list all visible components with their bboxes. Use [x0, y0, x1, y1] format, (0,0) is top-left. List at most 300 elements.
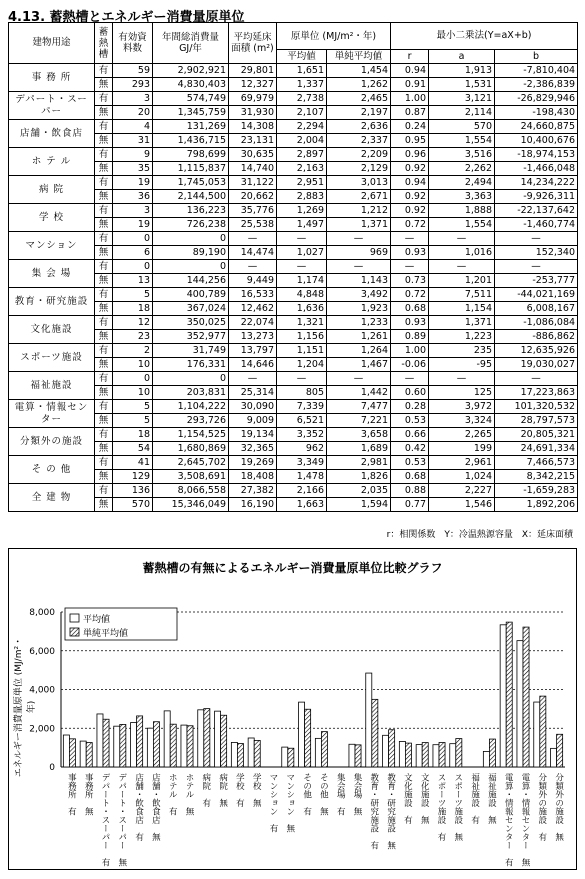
- cell-avg: 3,352: [277, 428, 327, 442]
- cell-r: 0.66: [391, 428, 429, 442]
- table-row: [9, 428, 578, 442]
- x-tick-label: 学校 有: [234, 773, 245, 807]
- bar-simple-avg: [405, 743, 411, 767]
- table-row: [9, 414, 578, 428]
- chart-title: 蓄熱槽の有無によるエネルギー消費量原単位比較グラフ: [142, 561, 443, 575]
- header-b: b: [495, 50, 578, 64]
- bar-avg: [349, 744, 355, 767]
- cell-area: 14,474: [229, 246, 277, 260]
- x-tick-label: 病院 無: [217, 773, 228, 807]
- cell-total: 2,144,500: [153, 190, 229, 204]
- cell-total: 350,025: [153, 316, 229, 330]
- cell-b: 24,660,875: [495, 120, 578, 134]
- cell-r: —: [391, 372, 429, 386]
- cell-a: 3,363: [429, 190, 495, 204]
- cell-avg: 1,663: [277, 498, 327, 512]
- building-use: 福祉施設: [9, 372, 95, 400]
- cell-total: 144,256: [153, 274, 229, 288]
- cell-total: 293,726: [153, 414, 229, 428]
- table-row: [9, 218, 578, 232]
- cell-avg: 2,294: [277, 120, 327, 134]
- cell-avg: 1,478: [277, 470, 327, 484]
- cell-b: 1,892,206: [495, 498, 578, 512]
- cell-count: 18: [113, 302, 153, 316]
- storage-flag: 有: [95, 428, 113, 442]
- cell-area: 12,462: [229, 302, 277, 316]
- cell-count: 129: [113, 470, 153, 484]
- cell-a: 3,121: [429, 92, 495, 106]
- cell-r: 0.68: [391, 470, 429, 484]
- bar-simple-avg: [221, 715, 227, 767]
- cell-total: 31,749: [153, 344, 229, 358]
- header-r: r: [391, 50, 429, 64]
- bar-avg: [399, 741, 405, 767]
- building-use: 分類外の施設: [9, 428, 95, 456]
- cell-total: 203,831: [153, 386, 229, 400]
- cell-area: 13,273: [229, 330, 277, 344]
- bar-avg: [231, 742, 237, 767]
- cell-simple: 7,477: [327, 400, 391, 414]
- y-tick-label: 4,000: [29, 685, 55, 696]
- cell-a: 570: [429, 120, 495, 134]
- cell-a: 1,888: [429, 204, 495, 218]
- cell-simple: 1,371: [327, 218, 391, 232]
- x-tick-label: 病院 有: [200, 773, 211, 807]
- cell-simple: —: [327, 372, 391, 386]
- cell-b: -1,659,283: [495, 484, 578, 498]
- cell-r: 0.68: [391, 302, 429, 316]
- table-row: [9, 330, 578, 344]
- cell-avg: 2,738: [277, 92, 327, 106]
- cell-total: 176,331: [153, 358, 229, 372]
- cell-avg: 2,004: [277, 134, 327, 148]
- x-tick-label: スポーツ施設 有: [436, 773, 446, 841]
- cell-a: 2,114: [429, 106, 495, 120]
- cell-simple: —: [327, 232, 391, 246]
- cell-count: 570: [113, 498, 153, 512]
- cell-a: 1,016: [429, 246, 495, 260]
- cell-r: 0.89: [391, 330, 429, 344]
- cell-a: 235: [429, 344, 495, 358]
- x-tick-label: 文化施設 無: [419, 773, 430, 824]
- cell-total: 1,345,759: [153, 106, 229, 120]
- cell-a: 3,516: [429, 148, 495, 162]
- cell-a: 2,227: [429, 484, 495, 498]
- cell-area: 20,662: [229, 190, 277, 204]
- cell-b: 7,466,573: [495, 456, 578, 470]
- x-tick-label: その他 有: [301, 773, 312, 816]
- cell-simple: —: [327, 260, 391, 274]
- x-tick-label: 学校 無: [251, 773, 262, 807]
- bar-simple-avg: [355, 745, 361, 767]
- cell-total: 89,190: [153, 246, 229, 260]
- bar-simple-avg: [439, 743, 445, 767]
- bar-simple-avg: [422, 743, 428, 767]
- cell-a: 3,972: [429, 400, 495, 414]
- storage-flag: 有: [95, 64, 113, 78]
- storage-flag: 無: [95, 470, 113, 484]
- cell-b: -7,810,404: [495, 64, 578, 78]
- cell-b: -22,137,642: [495, 204, 578, 218]
- cell-area: 9,009: [229, 414, 277, 428]
- cell-a: 1,154: [429, 302, 495, 316]
- storage-flag: 無: [95, 442, 113, 456]
- bar-avg: [299, 702, 305, 767]
- cell-area: 16,533: [229, 288, 277, 302]
- cell-r: 1.00: [391, 344, 429, 358]
- header-avg: 平均値: [277, 50, 327, 64]
- x-tick-label: その他 無: [318, 773, 329, 816]
- table-row: [9, 134, 578, 148]
- building-use: マンション: [9, 232, 95, 260]
- cell-total: 367,024: [153, 302, 229, 316]
- header-storage: 蓄熱槽: [95, 23, 113, 64]
- cell-total: 798,699: [153, 148, 229, 162]
- x-tick-label: 事務所 無: [83, 773, 94, 816]
- cell-avg: 1,204: [277, 358, 327, 372]
- cell-count: 13: [113, 274, 153, 288]
- storage-flag: 有: [95, 456, 113, 470]
- cell-count: 9: [113, 148, 153, 162]
- cell-area: 27,382: [229, 484, 277, 498]
- bar-simple-avg: [372, 699, 378, 767]
- table-row: [9, 358, 578, 372]
- cell-count: 10: [113, 386, 153, 400]
- cell-total: 3,508,691: [153, 470, 229, 484]
- cell-simple: 1,923: [327, 302, 391, 316]
- cell-b: -44,021,169: [495, 288, 578, 302]
- x-tick-label: 店舗・飲食店 有: [133, 773, 144, 841]
- cell-avg: 1,497: [277, 218, 327, 232]
- cell-r: 0.92: [391, 162, 429, 176]
- cell-area: 31,122: [229, 176, 277, 190]
- cell-a: 1,371: [429, 316, 495, 330]
- cell-b: 152,340: [495, 246, 578, 260]
- storage-flag: 有: [95, 400, 113, 414]
- storage-flag: 無: [95, 190, 113, 204]
- cell-a: 2,262: [429, 162, 495, 176]
- cell-b: -886,862: [495, 330, 578, 344]
- building-use: 学 校: [9, 204, 95, 232]
- bar-avg: [97, 714, 103, 767]
- chart-svg: [9, 549, 576, 869]
- bar-avg: [383, 735, 389, 767]
- cell-simple: 1,467: [327, 358, 391, 372]
- bar-avg: [282, 747, 288, 767]
- cell-count: 36: [113, 190, 153, 204]
- cell-area: 25,538: [229, 218, 277, 232]
- cell-total: 2,902,921: [153, 64, 229, 78]
- storage-flag: 有: [95, 260, 113, 274]
- bar-simple-avg: [305, 709, 311, 767]
- legend-label: 平均値: [83, 615, 111, 625]
- x-tick-label: 福祉施設 無: [486, 773, 497, 824]
- cell-r: 0.28: [391, 400, 429, 414]
- x-tick-label: 店舗・飲食店 無: [150, 773, 161, 841]
- cell-count: 0: [113, 260, 153, 274]
- bar-simple-avg: [288, 748, 294, 767]
- cell-area: 25,314: [229, 386, 277, 400]
- bar-avg: [147, 728, 153, 767]
- cell-avg: 1,156: [277, 330, 327, 344]
- table-row: [9, 344, 578, 358]
- cell-count: 19: [113, 218, 153, 232]
- cell-count: 41: [113, 456, 153, 470]
- cell-total: 0: [153, 232, 229, 246]
- cell-count: 20: [113, 106, 153, 120]
- bar-simple-avg: [523, 627, 529, 767]
- cell-total: 0: [153, 372, 229, 386]
- cell-count: 18: [113, 428, 153, 442]
- cell-r: 0.53: [391, 456, 429, 470]
- x-tick-label: 教育・研究施設 有: [368, 773, 379, 850]
- table-row: [9, 400, 578, 414]
- cell-count: 6: [113, 246, 153, 260]
- cell-simple: 1,212: [327, 204, 391, 218]
- cell-r: 0.72: [391, 288, 429, 302]
- cell-b: 12,635,926: [495, 344, 578, 358]
- header-count: 有効資料数: [113, 23, 153, 64]
- chart: [8, 548, 577, 870]
- bar-avg: [63, 735, 69, 767]
- cell-simple: 1,143: [327, 274, 391, 288]
- cell-count: 2: [113, 344, 153, 358]
- legend-swatch: [70, 614, 79, 622]
- cell-count: 293: [113, 78, 153, 92]
- cell-total: 1,436,715: [153, 134, 229, 148]
- cell-area: —: [229, 372, 277, 386]
- cell-b: -26,829,946: [495, 92, 578, 106]
- bar-avg: [248, 738, 254, 767]
- cell-simple: 1,233: [327, 316, 391, 330]
- cell-area: 14,308: [229, 120, 277, 134]
- table-body: [9, 64, 578, 512]
- cell-count: 59: [113, 64, 153, 78]
- cell-simple: 3,013: [327, 176, 391, 190]
- cell-count: 35: [113, 162, 153, 176]
- bar-simple-avg: [170, 724, 176, 767]
- cell-b: 6,008,167: [495, 302, 578, 316]
- cell-b: -2,386,839: [495, 78, 578, 92]
- cell-b: -1,086,084: [495, 316, 578, 330]
- cell-count: 31: [113, 134, 153, 148]
- bar-simple-avg: [153, 722, 159, 767]
- cell-count: 3: [113, 92, 153, 106]
- building-use: 病 院: [9, 176, 95, 204]
- cell-r: 0.53: [391, 414, 429, 428]
- table-row: [9, 246, 578, 260]
- x-tick-label: 分類外の施設 無: [553, 773, 564, 841]
- cell-r: 0.93: [391, 246, 429, 260]
- table-row: [9, 190, 578, 204]
- cell-r: 0.60: [391, 386, 429, 400]
- cell-total: 4,830,403: [153, 78, 229, 92]
- cell-avg: 962: [277, 442, 327, 456]
- cell-avg: 1,269: [277, 204, 327, 218]
- x-tick-label: デパート・スーパー 無: [116, 773, 127, 867]
- table-row: [9, 470, 578, 484]
- building-use: 全 建 物: [9, 484, 95, 512]
- cell-simple: 3,658: [327, 428, 391, 442]
- cell-simple: 1,594: [327, 498, 391, 512]
- cell-area: 19,134: [229, 428, 277, 442]
- cell-a: 1,913: [429, 64, 495, 78]
- cell-a: —: [429, 372, 495, 386]
- x-tick-label: スポーツ施設 無: [452, 773, 463, 841]
- cell-avg: 2,166: [277, 484, 327, 498]
- cell-area: 19,269: [229, 456, 277, 470]
- cell-r: —: [391, 260, 429, 274]
- cell-r: 0.92: [391, 204, 429, 218]
- storage-flag: 無: [95, 106, 113, 120]
- cell-r: 0.91: [391, 78, 429, 92]
- storage-flag: 有: [95, 316, 113, 330]
- storage-flag: 無: [95, 218, 113, 232]
- header-use: 建物用途: [9, 23, 95, 64]
- storage-flag: 無: [95, 162, 113, 176]
- cell-simple: 1,689: [327, 442, 391, 456]
- cell-area: —: [229, 260, 277, 274]
- cell-a: 199: [429, 442, 495, 456]
- cell-simple: 1,261: [327, 330, 391, 344]
- cell-avg: —: [277, 260, 327, 274]
- building-use: 教育・研究施設: [9, 288, 95, 316]
- table-row: [9, 92, 578, 106]
- bar-avg: [315, 738, 321, 767]
- table-row: [9, 442, 578, 456]
- cell-area: 31,930: [229, 106, 277, 120]
- table-row: [9, 162, 578, 176]
- bar-simple-avg: [321, 732, 327, 767]
- cell-a: 3,324: [429, 414, 495, 428]
- bar-avg: [215, 711, 221, 767]
- cell-avg: 1,337: [277, 78, 327, 92]
- cell-area: 29,801: [229, 64, 277, 78]
- cell-count: 3: [113, 204, 153, 218]
- building-use: デパート・スーパー: [9, 92, 95, 120]
- chart-y-label: エネルギー消費量原単位 (MJ/m²・年): [14, 636, 37, 778]
- y-tick-label: 8,000: [29, 608, 55, 618]
- storage-flag: 有: [95, 232, 113, 246]
- cell-total: 2,645,702: [153, 456, 229, 470]
- cell-b: -9,926,311: [495, 190, 578, 204]
- cell-area: 12,327: [229, 78, 277, 92]
- cell-a: 2,265: [429, 428, 495, 442]
- cell-count: 4: [113, 120, 153, 134]
- bar-avg: [500, 625, 506, 767]
- cell-area: 14,646: [229, 358, 277, 372]
- building-use: 文化施設: [9, 316, 95, 344]
- y-tick-label: 6,000: [29, 646, 55, 657]
- building-use: そ の 他: [9, 456, 95, 484]
- cell-simple: 2,465: [327, 92, 391, 106]
- storage-flag: 無: [95, 414, 113, 428]
- bar-simple-avg: [389, 730, 395, 767]
- cell-r: 0.72: [391, 218, 429, 232]
- cell-total: 131,269: [153, 120, 229, 134]
- x-tick-label: マンション 無: [284, 773, 295, 833]
- x-tick-label: 事務所 有: [66, 773, 77, 816]
- storage-flag: 無: [95, 134, 113, 148]
- legend-swatch: [70, 628, 79, 636]
- storage-flag: 無: [95, 330, 113, 344]
- table-row: [9, 316, 578, 330]
- bar-avg: [366, 673, 372, 767]
- cell-b: -1,466,048: [495, 162, 578, 176]
- cell-area: 30,090: [229, 400, 277, 414]
- cell-avg: 1,027: [277, 246, 327, 260]
- cell-simple: 2,209: [327, 148, 391, 162]
- table-row: [9, 148, 578, 162]
- cell-r: 0.93: [391, 316, 429, 330]
- table-row: [9, 232, 578, 246]
- cell-a: 1,554: [429, 134, 495, 148]
- x-tick-label: デパート・スーパー 有: [100, 773, 110, 867]
- cell-simple: 2,337: [327, 134, 391, 148]
- cell-b: 17,223,863: [495, 386, 578, 400]
- cell-count: 136: [113, 484, 153, 498]
- cell-b: —: [495, 260, 578, 274]
- table-note: r：相関係数 Y：冷温熱源容量 X：延床面積: [386, 530, 573, 540]
- cell-count: 0: [113, 232, 153, 246]
- header-a: a: [429, 50, 495, 64]
- cell-count: 54: [113, 442, 153, 456]
- cell-a: —: [429, 232, 495, 246]
- header-area: 平均延床面積 (m²): [229, 23, 277, 64]
- cell-simple: 2,129: [327, 162, 391, 176]
- cell-b: —: [495, 232, 578, 246]
- cell-count: 0: [113, 372, 153, 386]
- storage-flag: 有: [95, 148, 113, 162]
- cell-a: -95: [429, 358, 495, 372]
- cell-total: 1,154,525: [153, 428, 229, 442]
- storage-flag: 無: [95, 386, 113, 400]
- bar-avg: [483, 751, 489, 767]
- table-row: [9, 176, 578, 190]
- x-tick-label: ホテル 有: [167, 773, 178, 816]
- cell-b: -18,974,153: [495, 148, 578, 162]
- cell-total: 1,104,222: [153, 400, 229, 414]
- bar-avg: [114, 726, 120, 767]
- cell-simple: 2,636: [327, 120, 391, 134]
- cell-area: 69,979: [229, 92, 277, 106]
- storage-flag: 有: [95, 344, 113, 358]
- cell-r: 0.94: [391, 64, 429, 78]
- cell-r: 0.73: [391, 274, 429, 288]
- cell-r: 0.94: [391, 176, 429, 190]
- storage-flag: 無: [95, 302, 113, 316]
- cell-a: 1,546: [429, 498, 495, 512]
- storage-flag: 有: [95, 372, 113, 386]
- cell-avg: 1,651: [277, 64, 327, 78]
- cell-a: 1,201: [429, 274, 495, 288]
- cell-avg: 7,339: [277, 400, 327, 414]
- cell-b: -1,460,774: [495, 218, 578, 232]
- table-row: [9, 456, 578, 470]
- cell-a: 1,554: [429, 218, 495, 232]
- table-row: [9, 274, 578, 288]
- storage-flag: 無: [95, 246, 113, 260]
- table-row: [9, 120, 578, 134]
- cell-simple: 2,197: [327, 106, 391, 120]
- cell-a: 125: [429, 386, 495, 400]
- cell-a: 2,494: [429, 176, 495, 190]
- cell-b: 28,797,573: [495, 414, 578, 428]
- storage-flag: 有: [95, 484, 113, 498]
- header-unit: 原単位 (MJ/m²・年): [277, 23, 391, 50]
- cell-simple: 3,492: [327, 288, 391, 302]
- cell-simple: 2,035: [327, 484, 391, 498]
